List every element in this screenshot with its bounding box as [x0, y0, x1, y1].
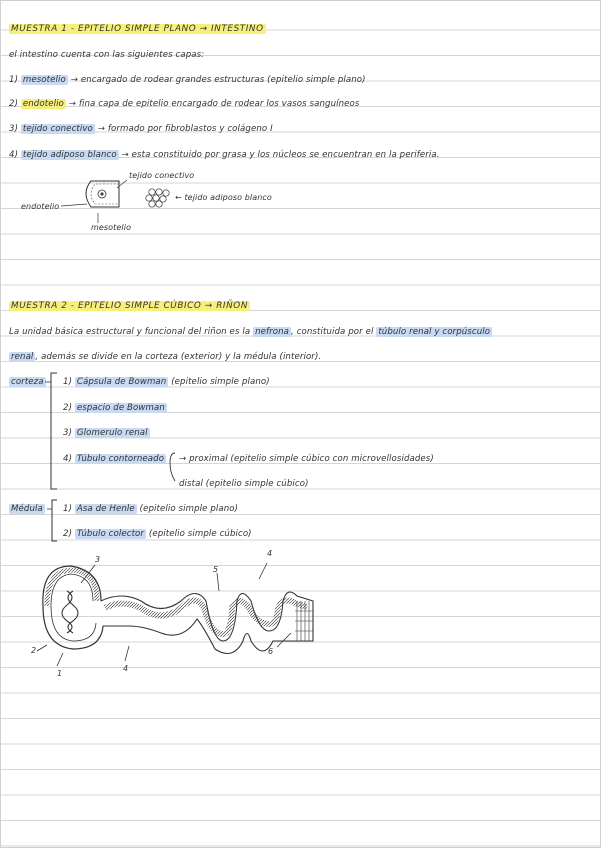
item-number: 4)	[9, 150, 19, 160]
tubule-number-2: 2	[31, 646, 37, 655]
tubule-number-6: 6	[268, 647, 274, 656]
label-endotelio: endotelio	[21, 202, 60, 211]
item-term: Glomerulo renal	[76, 428, 148, 438]
item-number: 1)	[63, 504, 73, 514]
label-mesotelio: mesotelio	[91, 223, 132, 232]
item-number: 3)	[9, 124, 19, 134]
item-term: Asa de Henle	[76, 504, 135, 514]
item-text: (epitelio simple plano)	[171, 377, 270, 387]
para-text: , además se divide en la corteza (exterior) y la médula (interior).	[35, 352, 322, 362]
kidney-tubule-diagram	[1, 1, 601, 849]
item-text: (epitelio simple plano)	[139, 504, 239, 514]
section1-title-text: MUESTRA 1 - EPITELIO SIMPLE PLANO → INTESTINO	[11, 24, 264, 34]
item-term: Cápsula de Bowman	[76, 377, 167, 387]
item-term: endotelio	[22, 99, 64, 109]
item-number: 2)	[63, 403, 73, 413]
item-number: 1)	[63, 377, 73, 387]
item-term: tejido conectivo	[22, 124, 93, 134]
item-number: 2)	[9, 99, 19, 109]
corteza-label-text: corteza	[11, 377, 44, 387]
tubule-number-1: 1	[57, 669, 63, 678]
medula-label-text: Médula	[11, 504, 43, 514]
item-number: 3)	[63, 428, 73, 438]
item-number: 2)	[63, 529, 73, 539]
item-text: → esta constituido por grasa y los núcleos se encuentran en la periferia.	[121, 150, 440, 160]
tubulo-branch-proximal: → proximal (epitelio simple cúbico con microvellosidades)	[179, 454, 434, 464]
item-text: → fina capa de epitelio encargado de rodear los vasos sanguíneos	[68, 99, 360, 109]
item-term: Túbulo colector	[76, 529, 145, 539]
section1-intro: el intestino cuenta con las siguientes capas:	[9, 50, 205, 60]
para-term-tubulo: túbulo renal y corpúsculo	[378, 327, 491, 337]
para-text: , constituida por el	[291, 327, 374, 337]
item-text: (epitelio simple cúbico)	[148, 529, 252, 539]
tubule-number-3: 3	[95, 555, 101, 564]
para-term-renal: renal	[11, 352, 34, 362]
section2-title-text: MUESTRA 2 - EPITELIO SIMPLE CÚBICO → RIÑON	[11, 301, 248, 311]
para-text: La unidad básica estructural y funcional del riñon es la	[9, 327, 251, 337]
item-term: mesotelio	[22, 75, 66, 85]
item-text: → encargado de rodear grandes estructuras (epitelio simple plano)	[70, 75, 366, 85]
item-term: tejido adiposo blanco	[22, 150, 117, 160]
item-number: 4)	[63, 454, 73, 464]
tubule-number-5: 5	[213, 565, 219, 574]
label-tejido-adiposo: ← tejido adiposo blanco	[175, 193, 272, 202]
tubule-number-4-top: 4	[267, 549, 273, 558]
item-text: → formado por fibroblastos y colágeno I	[97, 124, 273, 134]
item-term: espacio de Bowman	[76, 403, 165, 413]
label-tejido-conectivo: tejido conectivo	[129, 171, 195, 180]
tubule-number-4-bottom: 4	[123, 664, 129, 673]
tubulo-branch-distal: distal (epitelio simple cúbico)	[179, 479, 309, 489]
item-term: Túbulo contorneado	[76, 454, 165, 464]
para-term-nefrona: nefrona	[255, 327, 290, 337]
item-number: 1)	[9, 75, 19, 85]
